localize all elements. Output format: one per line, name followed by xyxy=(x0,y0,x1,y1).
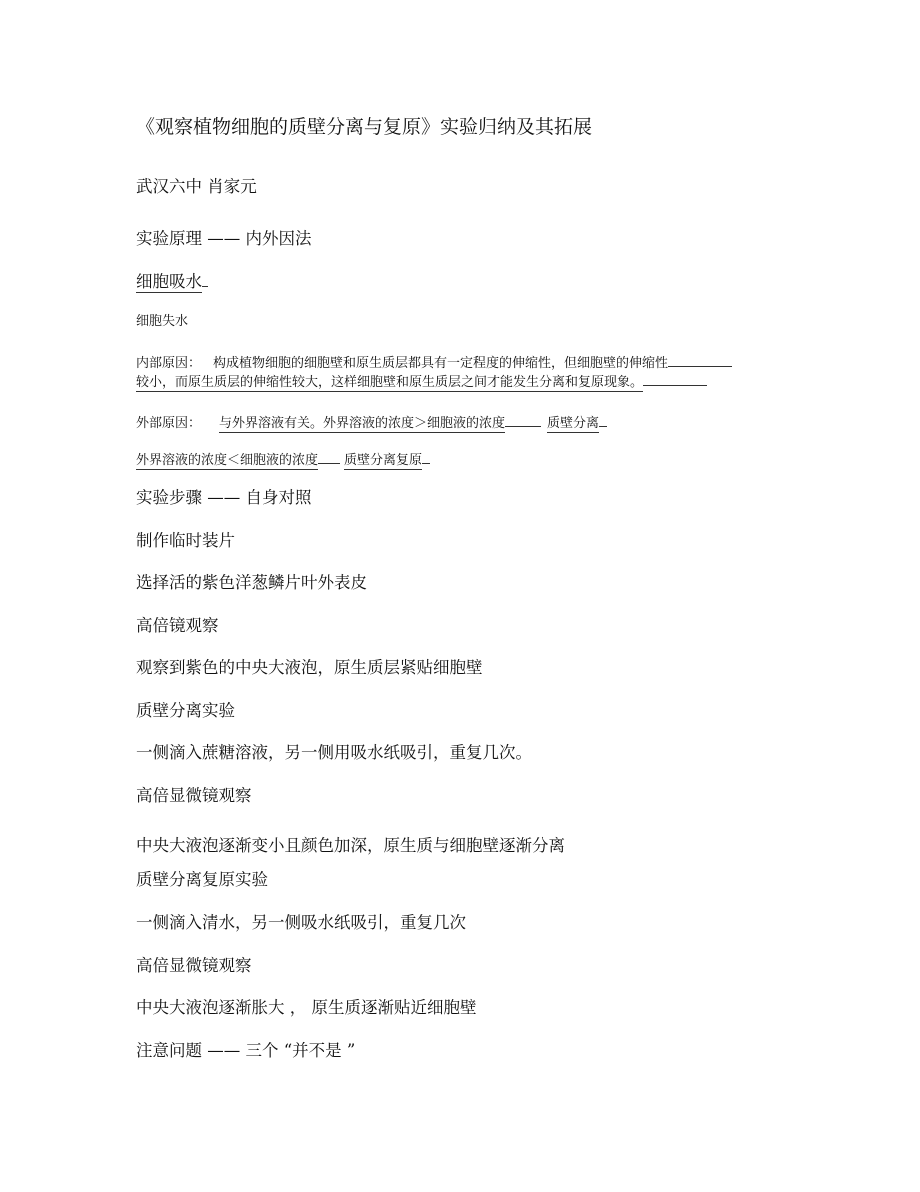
step-line: 质壁分离实验 xyxy=(136,701,235,720)
underline-fill xyxy=(505,412,541,427)
steps-heading: 实验步骤 —— 自身对照 xyxy=(136,488,312,507)
external-cause-line-1 xyxy=(136,412,607,432)
underline-fill xyxy=(202,272,208,287)
principle-heading: 实验原理 —— 内外因法 xyxy=(136,229,312,248)
underline-fill xyxy=(599,412,607,427)
internal-cause-text-2: 较小，而原生质层的伸缩性较大，这样细胞壁和原生质层之间才能发生分离和复原现象。 xyxy=(136,375,644,390)
step-line: 中央大液泡逐渐胀大 ， 原生质逐渐贴近细胞壁 xyxy=(136,998,477,1017)
step-line: 高倍显微镜观察 xyxy=(136,786,252,805)
internal-cause-line-2 xyxy=(136,371,707,391)
external-result-2: 质壁分离复原 xyxy=(344,453,423,468)
step-line: 质壁分离复原实验 xyxy=(136,870,268,889)
external-cause-text-1: 与外界溶液有关。外界溶液的浓度＞细胞液的浓度 xyxy=(219,416,506,431)
step-line: 高倍显微镜观察 xyxy=(136,956,252,975)
underline-fill xyxy=(643,371,707,386)
cell-absorb-text: 细胞吸水 xyxy=(136,272,202,291)
external-result-1: 质壁分离 xyxy=(547,416,600,431)
cell-lose-water: 细胞失水 xyxy=(136,314,189,329)
external-cause-label: 外部原因： xyxy=(136,416,202,431)
step-line: 制作临时装片 xyxy=(136,531,235,550)
step-line: 选择活的紫色洋葱鳞片叶外表皮 xyxy=(136,573,367,592)
step-line: 高倍镜观察 xyxy=(136,616,219,635)
step-line: 观察到紫色的中央大液泡，原生质层紧贴细胞壁 xyxy=(136,658,483,677)
internal-cause-label: 内部原因： xyxy=(136,356,202,371)
document-title: 《观察植物细胞的质壁分离与复原》实验归纳及其拓展 xyxy=(136,116,593,138)
cell-absorb-water xyxy=(136,272,208,292)
step-line: 一侧滴入清水，另一侧吸水纸吸引，重复几次 xyxy=(136,913,466,932)
internal-cause-line-1 xyxy=(136,352,732,372)
step-line: 中央大液泡逐渐变小且颜色加深，原生质与细胞壁逐渐分离 xyxy=(136,836,565,855)
author-line: 武汉六中 肖家元 xyxy=(136,177,257,196)
notes-heading: 注意问题 —— 三个 “并不是 ” xyxy=(136,1041,356,1060)
underline-fill xyxy=(668,352,732,367)
underline-fill xyxy=(318,449,340,464)
underline-fill xyxy=(422,449,430,464)
step-line: 一侧滴入蔗糖溶液，另一侧用吸水纸吸引，重复几次。 xyxy=(136,743,532,762)
external-cause-text-2: 外界溶液的浓度＜细胞液的浓度 xyxy=(136,453,319,468)
internal-cause-text-1: 构成植物细胞的细胞壁和原生质层都具有一定程度的伸缩性，但细胞壁的伸缩性 xyxy=(213,356,669,371)
external-cause-line-2 xyxy=(136,449,430,469)
